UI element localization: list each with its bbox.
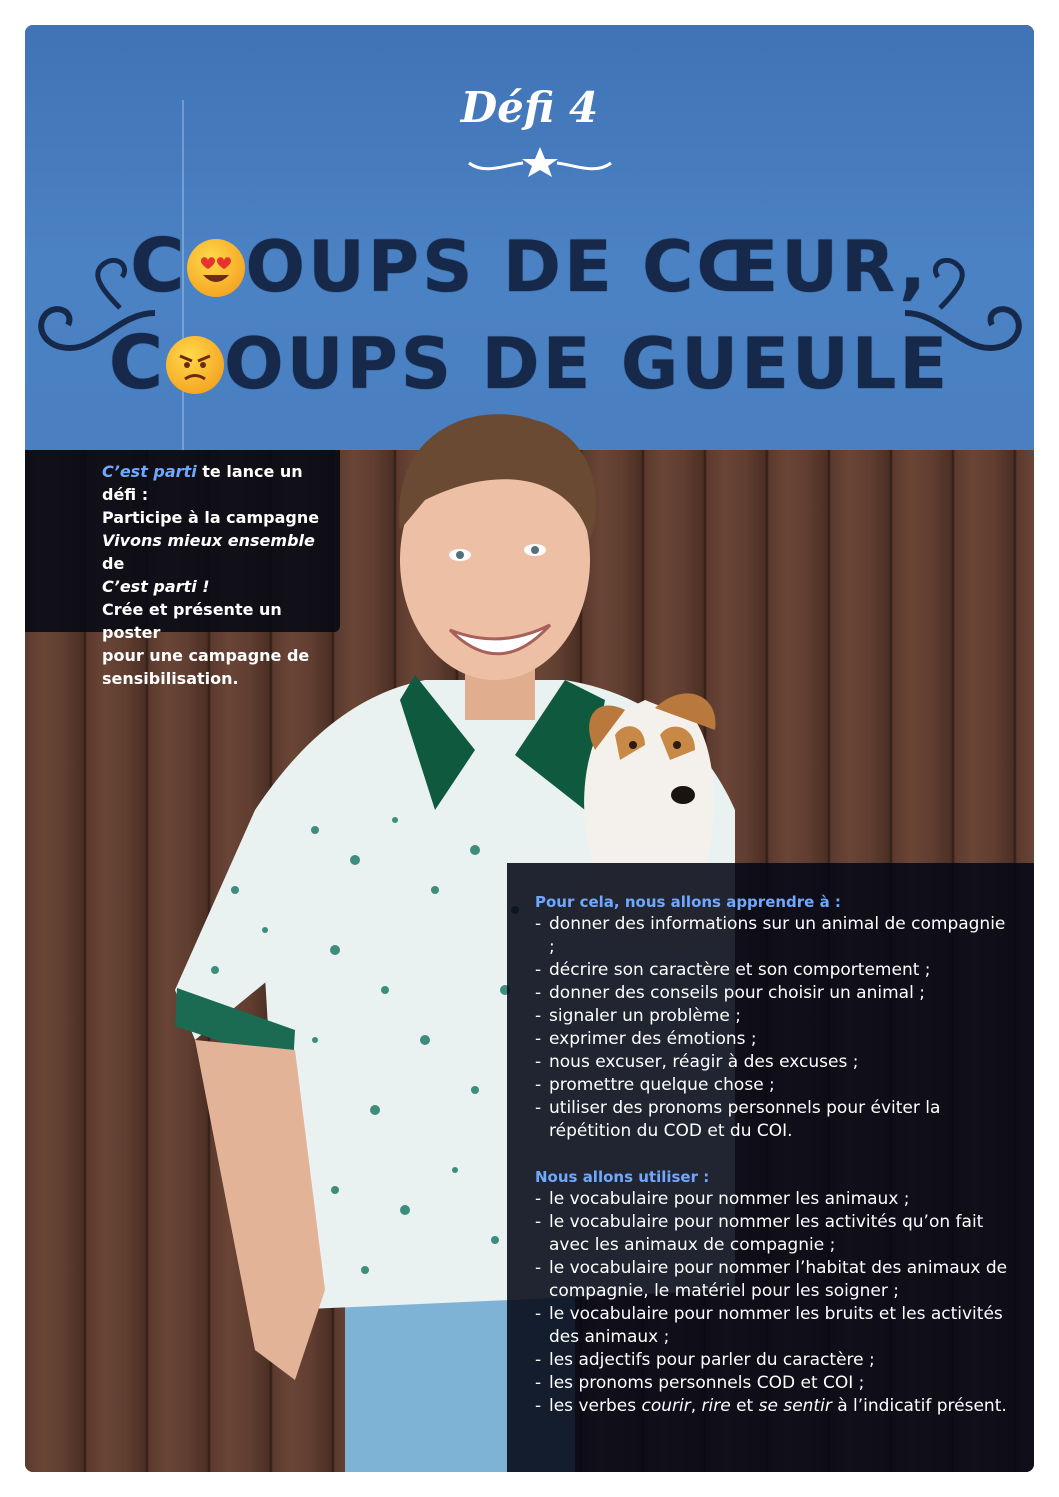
title-line-1: C OUPS DE CŒUR, xyxy=(130,223,929,309)
list-item: - le vocabulaire pour nommer l’habitat des animaux de compagnie, le matériel pour les soigner ; xyxy=(535,1257,1014,1303)
challenge-line-2 xyxy=(102,529,340,575)
list-item: - exprimer des émotions ; xyxy=(535,1028,1014,1051)
angry-emoji-icon xyxy=(166,336,224,394)
list-item: - utiliser des pronoms personnels pour éviter la répétition du COD et du COI. xyxy=(535,1097,1014,1143)
challenge-de: de xyxy=(102,554,125,573)
verbs-sep: et xyxy=(730,1396,759,1416)
verb-rire: rire xyxy=(701,1396,731,1416)
list-item: - le vocabulaire pour nommer les activités qu’on fait avec les animaux de compagnie ; xyxy=(535,1211,1014,1257)
page xyxy=(25,25,1034,1472)
challenge-panel xyxy=(25,450,340,688)
challenge-brand-2: C’est parti ! xyxy=(102,577,210,596)
challenge-number: Défi 4 xyxy=(460,83,599,132)
verbs-sep: , xyxy=(690,1396,702,1416)
list-item: - décrire son caractère et son comportement ; xyxy=(535,959,1014,982)
list-item: - les pronoms personnels COD et COI ; xyxy=(535,1372,1014,1395)
list-item: - promettre quelque chose ; xyxy=(535,1074,1014,1097)
list-item: - le vocabulaire pour nommer les animaux ; xyxy=(535,1188,1014,1211)
list-item: - signaler un problème ; xyxy=(535,1005,1014,1028)
use-heading: Nous allons utiliser : xyxy=(535,1168,710,1186)
objectives-panel xyxy=(507,863,1034,1472)
list-item: - les adjectifs pour parler du caractère ; xyxy=(535,1349,1014,1372)
star-ornament-icon xyxy=(465,143,615,177)
verbs-pre: les verbes xyxy=(549,1396,642,1416)
challenge-intro xyxy=(102,460,340,506)
learn-list xyxy=(535,913,1014,1143)
list-item: - le vocabulaire pour nommer les bruits et les activités des animaux ; xyxy=(535,1303,1014,1349)
verb-se-sentir: se sentir xyxy=(758,1396,832,1416)
challenge-intro-text: te lance un défi : xyxy=(102,462,303,504)
challenge-line-6: sensibilisation. xyxy=(102,669,239,688)
challenge-line-5: pour une campagne de xyxy=(102,646,310,665)
campaign-name: Vivons mieux ensemble xyxy=(102,531,315,550)
verb-courir: courir xyxy=(641,1396,691,1416)
list-item xyxy=(535,1395,1014,1418)
heart-eyes-emoji-icon xyxy=(187,239,245,297)
list-item: - donner des informations sur un animal de compagnie ; xyxy=(535,913,1014,959)
title-line-2: C OUPS DE GUEULE xyxy=(108,320,951,406)
use-list xyxy=(535,1188,1014,1418)
list-item: - nous excuser, réagir à des excuses ; xyxy=(535,1051,1014,1074)
header-banner xyxy=(25,25,1034,450)
brand-name: C’est parti xyxy=(102,462,197,481)
learn-heading: Pour cela, nous allons apprendre à : xyxy=(535,893,841,911)
list-item: - donner des conseils pour choisir un animal ; xyxy=(535,982,1014,1005)
challenge-line-4: Crée et présente un poster xyxy=(102,600,282,642)
verbs-post: à l’indicatif présent. xyxy=(831,1396,1007,1416)
challenge-line-1: Participe à la campagne xyxy=(102,508,320,527)
